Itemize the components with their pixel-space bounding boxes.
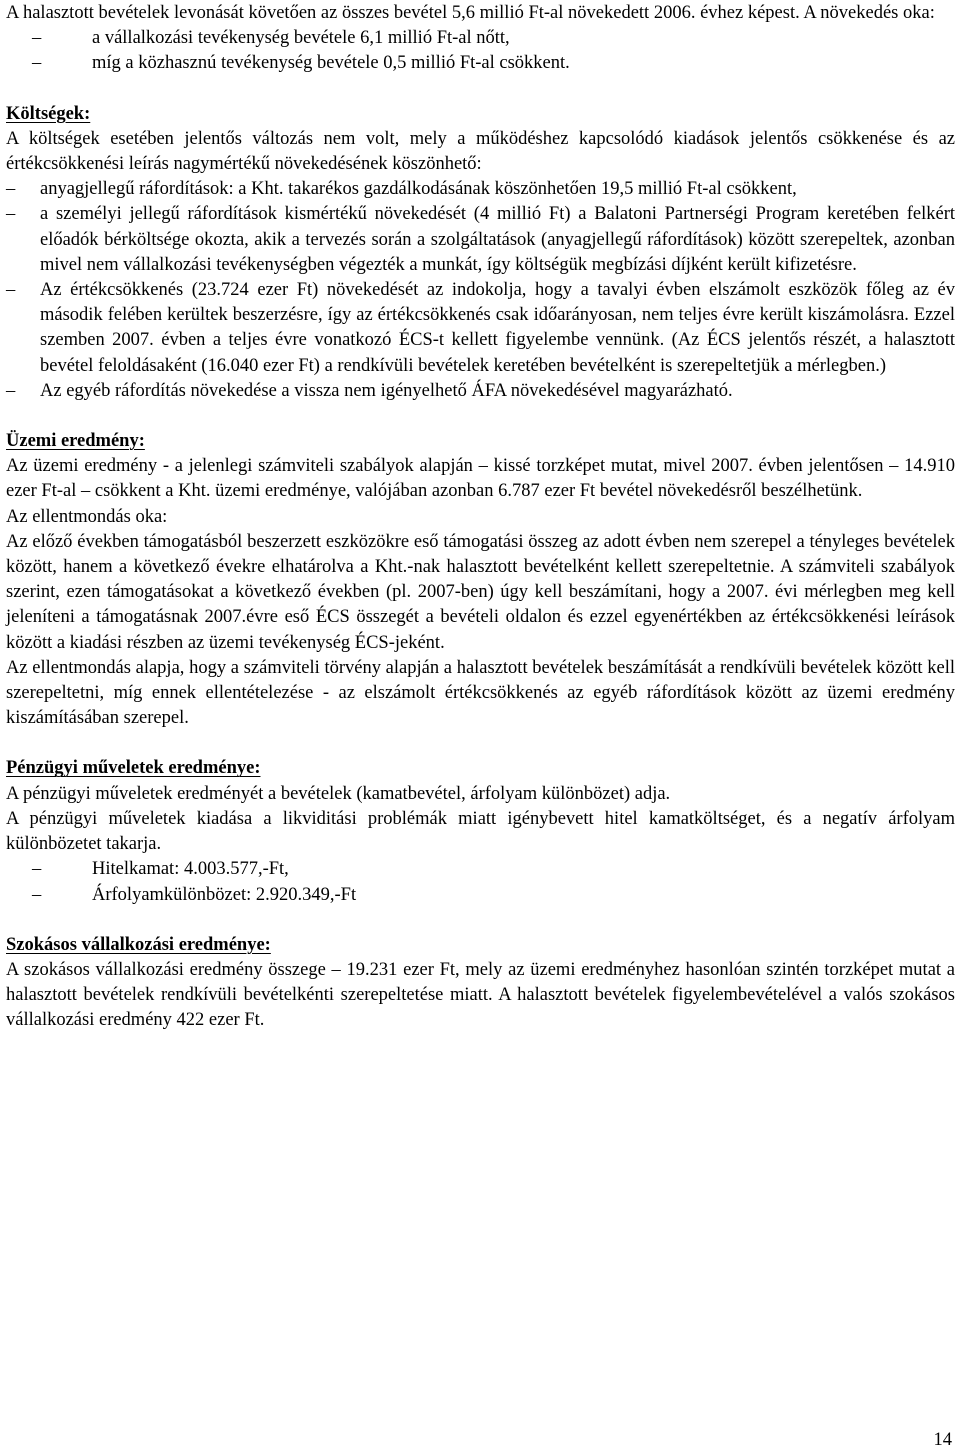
costs-paragraph: A költségek esetében jelentős változás nem volt, mely a működéshez kapcsolódó kiadások jelentős csökkenése és az értékcsökkenési leírás nagymértékű növekedésének köszönhető: — [6, 128, 955, 175]
costs-heading: Költségek: — [6, 103, 91, 124]
contradiction-basis-paragraph: Az ellentmondás alapja, hogy a számviteli törvény alapján a halasztott bevételek beszámítását a rendkívüli bevételek között kell szerepeltetni, míg ennek ellentételezése - az elszámolt értékcsökkenés az egyéb ráfordítások között az üzemi eredmény kiszámításában szerepel. — [6, 657, 955, 729]
costs-list — [6, 177, 955, 404]
contradiction-label: Az ellentmondás oka: — [6, 506, 168, 527]
financial-result-heading: Pénzügyi műveletek eredménye: — [6, 758, 261, 779]
document-page — [6, 1, 955, 1034]
list-item: – anyagjellegű ráfordítások: a Kht. takarékos gazdálkodásának köszönhetően 19,5 millió Ft-al csökkent, — [6, 177, 955, 202]
dash-bullet: – — [32, 884, 42, 905]
intro-paragraph: A halasztott bevételek levonását követően az összes bevétel 5,6 millió Ft-al növekedett 2006. évhez képest. A növekedés oka: — [6, 3, 935, 23]
intro-list — [6, 26, 955, 76]
dash-bullet: – — [6, 280, 16, 301]
financial-list — [6, 857, 955, 907]
operating-result-paragraph: Az üzemi eredmény - a jelenlegi számviteli szabályok alapján – kissé torzképet mutat, mivel 2007. évben jelentősen – 14.910 ezer Ft-al – csökkent a Kht. üzemi eredménye, valójában azonban 6.787 ezer Ft bevétel növekedésről beszélhetünk. — [6, 456, 955, 502]
dash-bullet: – — [6, 204, 16, 225]
dash-bullet: – — [32, 53, 42, 74]
list-item: – a személyi jellegű ráfordítások kismértékű növekedését (4 millió Ft) a Balatoni Partnerségi Program keretében felkért előadók bérköltsége okozta, akik a tervezés során a szolgáltatások (anyagjellegű ráfordítások) között szerepeltek, azonban mivel nem vállalkozási tevékenységben végezték a munkát, így költségük megbízási díjként került kifizetésre. — [6, 204, 955, 275]
dash-bullet: – — [6, 179, 16, 200]
ordinary-result-paragraph: A szokásos vállalkozási eredmény összege – 19.231 ezer Ft, mely az üzemi eredményhez hasonlóan szintén torzképet mutat a halasztott bevételek rendkívüli bevételkénti szerepeltetése miatt. A halasztott bevételek figyelembevételével a valós szokásos vállalkozási eredmény 422 ezer Ft. — [6, 959, 955, 1031]
contradiction-paragraph: Az előző években támogatásból beszerzett eszközökre eső támogatási összeg az adott évben nem szerepel a tényleges bevételek között, hanem a következő évekre elhatárolva a Kht.-nak halasztott bevételként kellett szerepeltetnie. A számviteli szabályok szerint, ezen támogatásokat a következő években (pl. 2007-ben) úgy kell beszámítani, hogy a 2007. évi mérlegben meg kell jeleníteni a támogatásnak 2007.évre eső ÉCS összegét a bevételi oldalon és ezzel egyenértékben az értékcsökkenési leírások között a kiadási részben az üzemi tevékenység ÉCS-jeként. — [6, 531, 955, 653]
ordinary-result-heading: Szokásos vállalkozási eredménye: — [6, 934, 271, 955]
list-item: – Hitelkamat: 4.003.577,-Ft, — [6, 857, 955, 882]
dash-bullet: – — [32, 28, 42, 49]
financial-result-paragraph: A pénzügyi műveletek eredményét a bevételek (kamatbevétel, árfolyam különbözet) adja. — [6, 783, 671, 804]
list-item: – a vállalkozási tevékenység bevétele 6,1 millió Ft-al nőtt, — [6, 26, 955, 51]
list-item: – Árfolyamkülönbözet: 2.920.349,-Ft — [6, 883, 955, 908]
dash-bullet: – — [6, 380, 16, 401]
financial-expense-paragraph: A pénzügyi műveletek kiadása a likviditási problémák miatt igénybevett hitel kamatköltséget, és a negatív árfolyam különbözetet takarja. — [6, 808, 955, 855]
page-number: 14 — [933, 1430, 952, 1450]
dash-bullet: – — [32, 859, 42, 880]
list-item: – Az egyéb ráfordítás növekedése a vissza nem igényelhető ÁFA növekedésével magyarázható. — [6, 379, 955, 404]
operating-result-heading: Üzemi eredmény: — [6, 431, 145, 452]
list-item: – Az értékcsökkenés (23.724 ezer Ft) növekedését az indokolja, hogy a tavalyi évben elszámolt eszközök főleg az év második felében kerültek beszerzésre, így az értékcsökkenés csak időarányosan, nem teljes évre került kiszámolásra. Ezzel szemben 2007. évben a teljes évre vonatkozó ÉCS-t kellett figyelembe vennünk. (Az ÉCS jelentős részét, a halasztott bevétel feloldásaként (16.040 ezer Ft) a rendkívüli bevételek keretében bevételként is szerepeltetjük a mérlegben.) — [6, 280, 955, 376]
list-item: – míg a közhasznú tevékenység bevétele 0,5 millió Ft-al csökkent. — [6, 51, 955, 76]
